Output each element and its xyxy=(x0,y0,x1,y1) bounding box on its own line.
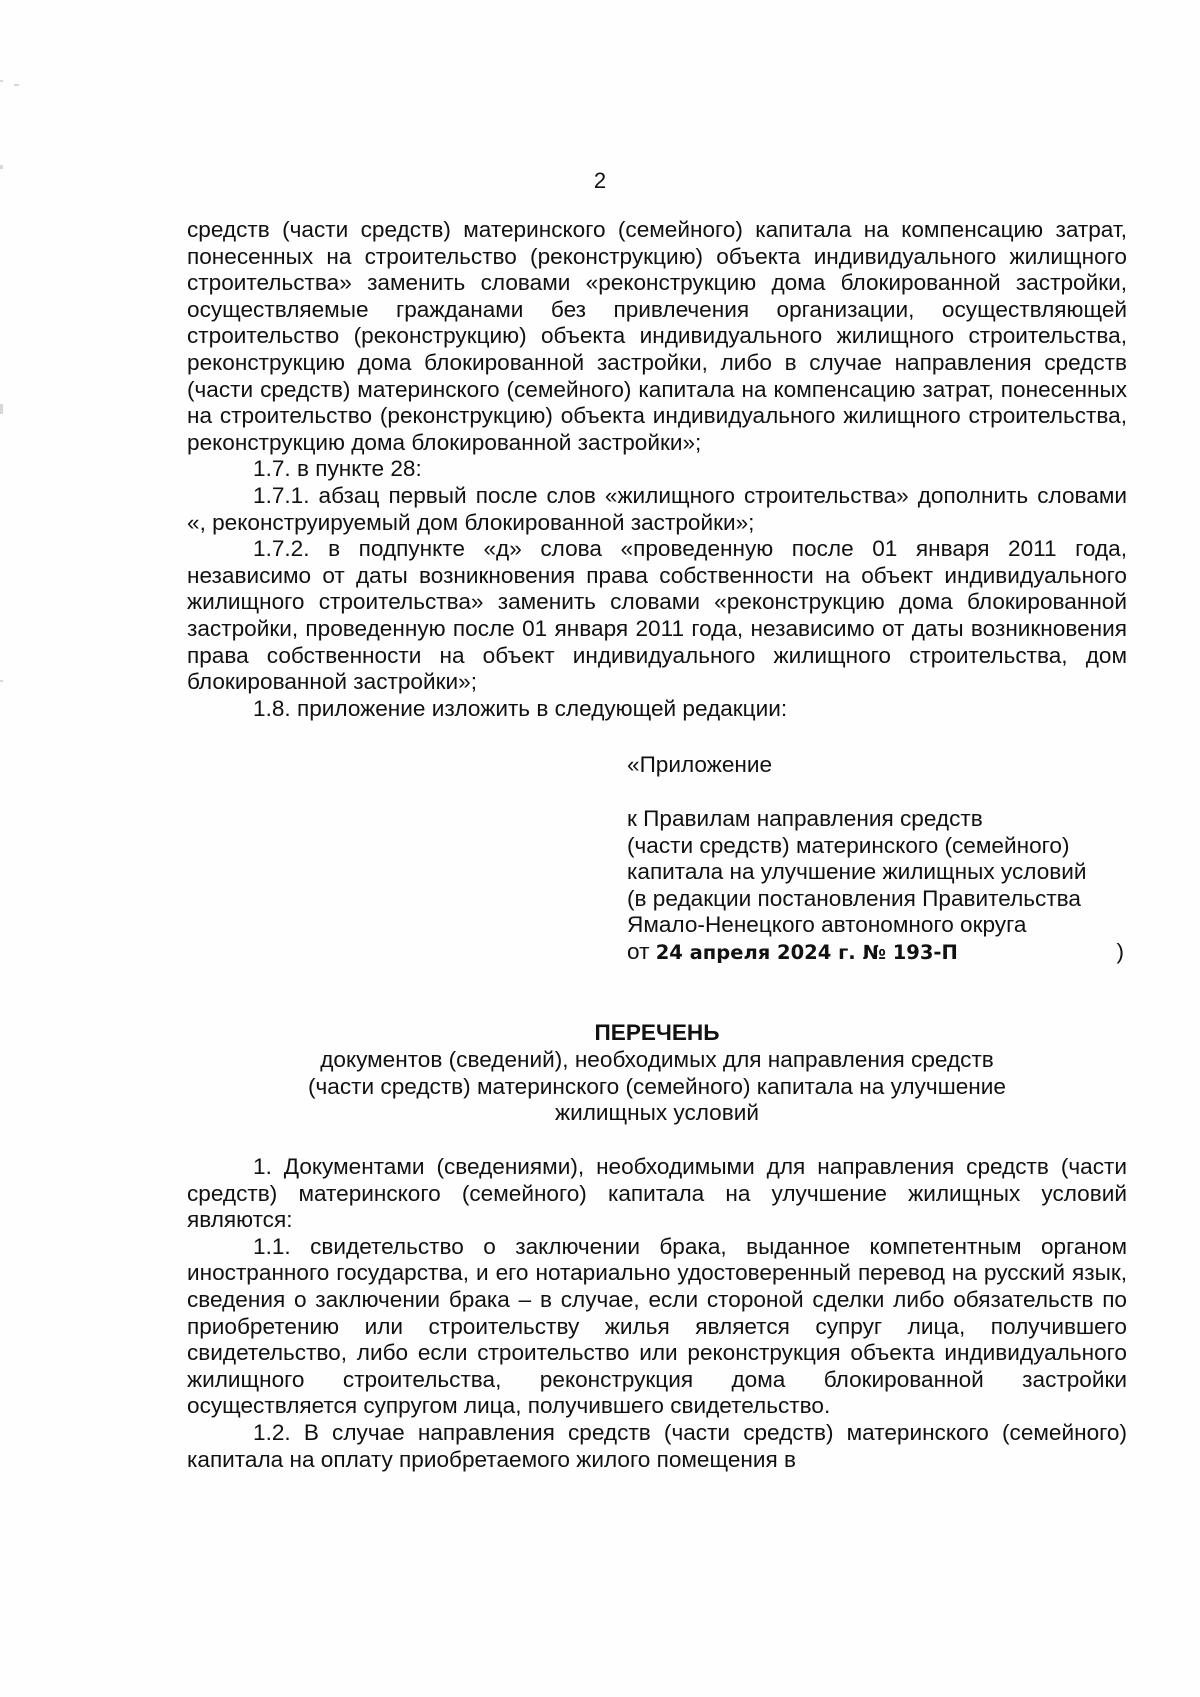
scan-edge-mark xyxy=(0,680,3,682)
annex-date-line xyxy=(627,939,1127,967)
annex-date-prefix: от xyxy=(627,938,650,964)
annex-line: капитала на улучшение жилищных условий xyxy=(627,859,1087,885)
annex-reference xyxy=(627,806,1127,967)
annex-line: к Правилам направления средств xyxy=(627,806,983,831)
subtitle-line: документов (сведений), необходимых для направления средств xyxy=(320,1047,994,1072)
scan-edge-mark xyxy=(14,84,19,86)
subtitle-line: (части средств) материнского (семейного) капитала на улучшение xyxy=(308,1073,1006,1099)
list-heading-title: ПЕРЕЧЕНЬ xyxy=(594,1020,720,1045)
list-paragraph: 1.2. В случае направления средств (части средств) материнского (семейного) капитала на оплату приобретаемого жилого помещения в xyxy=(187,1419,1127,1472)
list-paragraph: 1. Документами (сведениями), необходимыми для направления средств (части средств) материнского (семейного) капитала на улучшение жилищных условий являются: xyxy=(187,1154,1127,1233)
amendment-text xyxy=(187,217,1127,722)
subtitle-line: жилищных условий xyxy=(554,1100,759,1126)
annex-close-paren: ) xyxy=(1116,938,1124,964)
page-number: 2 xyxy=(593,168,607,193)
scan-edge-mark xyxy=(0,404,3,414)
annex-line: (части средств) материнского (семейного) xyxy=(627,832,1070,858)
amendment-paragraph: 1.7.2. в подпункте «д» слова «проведенную после 01 января 2011 года, независимо от даты возникновения права собственности на объект индивидуального жилищного строительства» заменить словами «реконструкцию дома блокированной застройки, проведенную после 01 января 2011 года, независимо от даты возникновения права собственности на объект индивидуального жилищного строительства, дом блокированной застройки»; xyxy=(187,536,1127,695)
amendment-paragraph: 1.7.1. абзац первый после слов «жилищного строительства» дополнить словами «, реконструируемый дом блокированной застройки»; xyxy=(187,482,1127,535)
scan-edge-mark xyxy=(0,80,3,82)
amendment-paragraph: средств (части средств) материнского (семейного) капитала на компенсацию затрат, понесенных на строительство (реконструкцию) объекта индивидуального жилищного строительства» заменить словами «реконструкцию дома блокированной застройки, осуществляемые гражданами без привлечения организации, осуществляющей строительство (реконструкцию) объекта индивидуального жилищного строительства, реконструкцию дома блокированной застройки, либо в случае направления средств (части средств) материнского (семейного) капитала на компенсацию затрат, понесенных на строительство (реконструкцию) объекта индивидуального жилищного строительства, реконструкцию дома блокированной застройки»; xyxy=(187,217,1127,455)
annex-line: Ямало-Ненецкого автономного округа xyxy=(627,912,1027,938)
annex-date-stamp: 24 апреля 2024 г. № 193-П xyxy=(655,940,958,964)
amendment-paragraph: 1.7. в пункте 28: xyxy=(253,456,422,482)
annex-line: (в редакции постановления Правительства xyxy=(627,885,1081,911)
documents-list xyxy=(187,1154,1127,1473)
list-heading-subtitle xyxy=(187,1047,1127,1127)
annex-title: «Приложение xyxy=(627,752,773,777)
list-paragraph: 1.1. свидетельство о заключении брака, выданное компетентным органом иностранного государства, и его нотариально удостоверенный перевод на русский язык, сведения о заключении брака – в случае, если стороной сделки либо обязательств по приобретению или строительству жилья является супруг лица, получившего свидетельство, либо если строительство или реконструкция объекта индивидуального жилищного строительства, реконструкция дома блокированной застройки осуществляется супругом лица, получившего свидетельство. xyxy=(187,1233,1127,1419)
amendment-paragraph: 1.8. приложение изложить в следующей редакции: xyxy=(253,695,788,721)
